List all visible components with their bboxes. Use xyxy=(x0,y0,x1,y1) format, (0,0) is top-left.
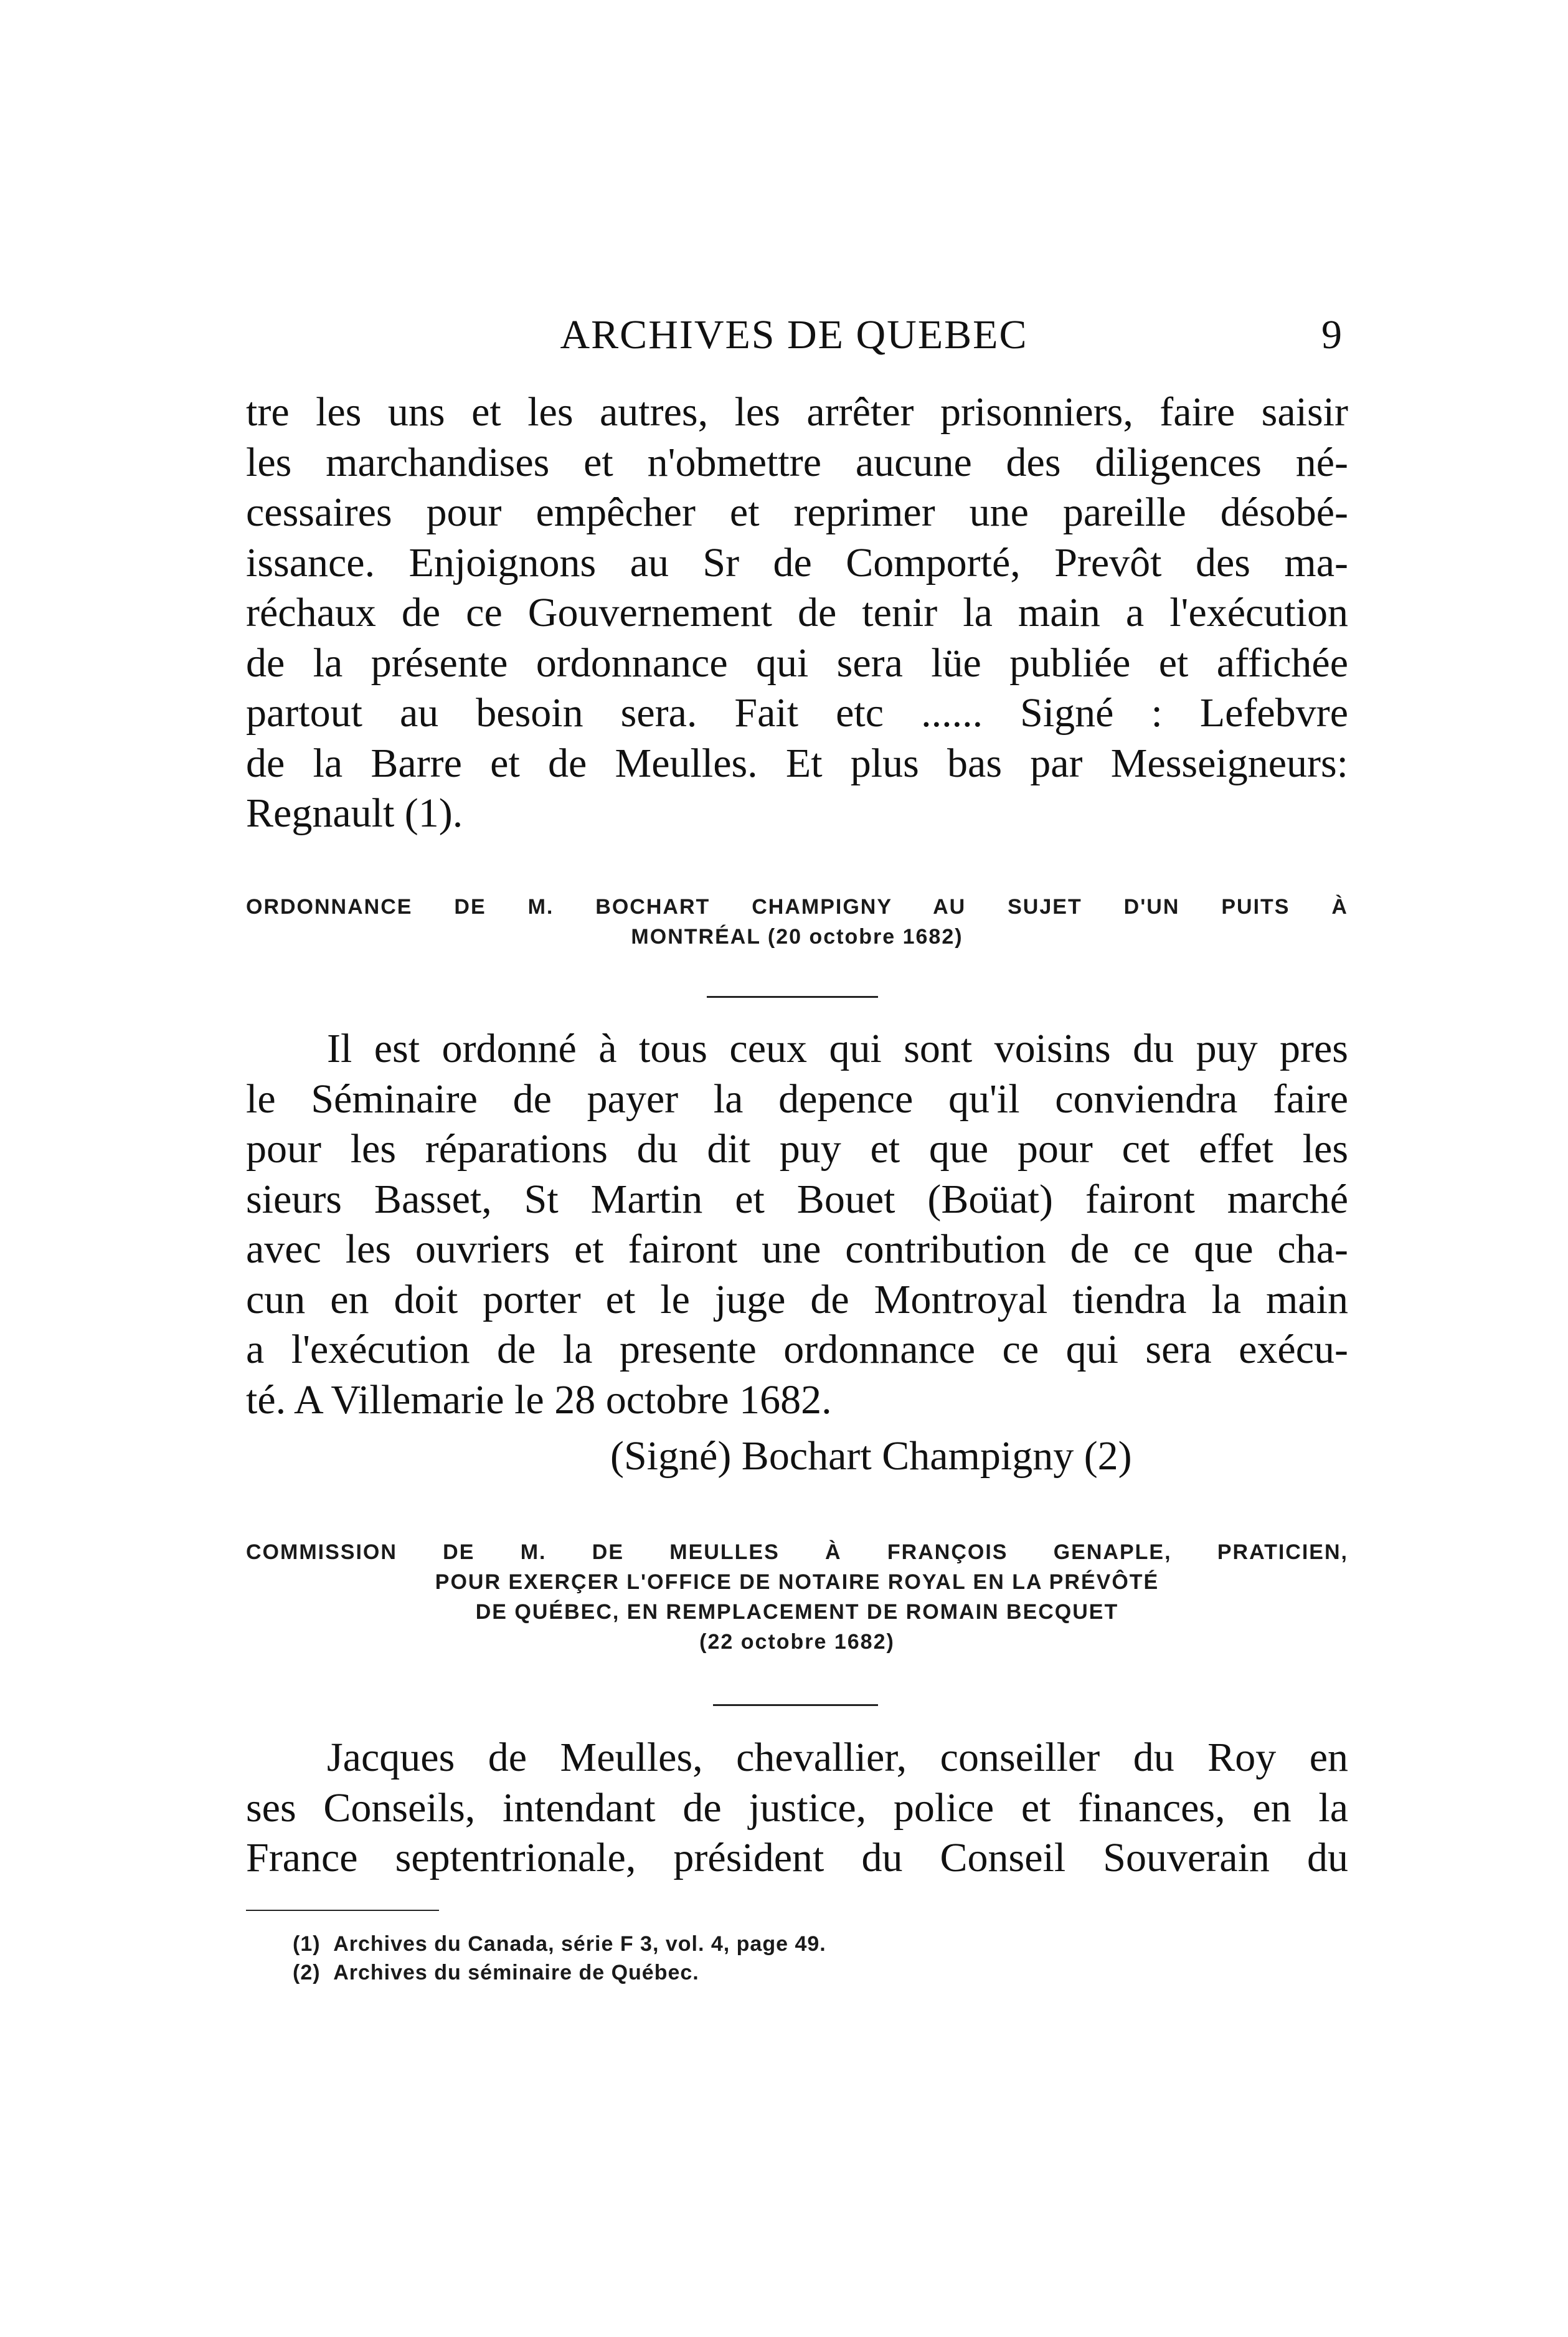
text-line: Regnault (1). xyxy=(246,790,463,836)
running-title: ARCHIVES DE QUEBEC xyxy=(560,312,1028,358)
text-line: té. A Villemarie le 28 octobre 1682. xyxy=(246,1377,832,1423)
text-line: ses Conseils, intendant de justice, police et finances, en la xyxy=(246,1785,1348,1831)
page-header xyxy=(246,311,1342,367)
footnote-text: Archives du séminaire de Québec. xyxy=(333,1961,699,1984)
commission-paragraph xyxy=(246,1733,1348,1884)
text-line: cun en doit porter et le juge de Montroyal tiendra la main xyxy=(246,1276,1348,1322)
signature-line: (Signé) Bochart Champigny (2) xyxy=(610,1433,1132,1479)
text-line: cessaires pour empêcher et reprimer une pareille désobé- xyxy=(246,490,1348,535)
text-line: les marchandises et n'obmettre aucune des diligences né- xyxy=(246,439,1348,485)
footnote-rule xyxy=(246,1910,439,1911)
intro-paragraph xyxy=(246,387,1348,839)
section-divider xyxy=(707,996,878,998)
text-line: réchaux de ce Gouvernement de tenir la main a l'exécution xyxy=(246,590,1348,635)
text-line: partout au besoin sera. Fait etc ...... Signé : Lefebvre xyxy=(246,690,1348,736)
footnote-text: Archives du Canada, série F 3, vol. 4, page 49. xyxy=(333,1932,826,1956)
text-line: de la Barre et de Meulles. Et plus bas par Messeigneurs: xyxy=(246,740,1348,786)
heading-line: ORDONNANCE DE M. BOCHART CHAMPIGNY AU SUJET D'UN PUITS À xyxy=(246,895,1348,919)
heading-line: COMMISSION DE M. DE MEULLES À FRANÇOIS GENAPLE, PRATICIEN, xyxy=(246,1540,1348,1564)
heading-line: (22 octobre 1682) xyxy=(699,1630,895,1654)
heading-line: MONTRÉAL (20 octobre 1682) xyxy=(631,925,963,949)
text-line: tre les uns et les autres, les arrêter prisonniers, faire saisir xyxy=(246,389,1348,435)
text-line: a l'exécution de la presente ordonnance ce qui sera exécu- xyxy=(246,1327,1348,1372)
text-line: issance. Enjoignons au Sr de Comporté, Prevôt des ma- xyxy=(246,539,1348,585)
text-line: avec les ouvriers et fairont une contribution de ce que cha- xyxy=(246,1226,1348,1272)
footnote-number: (1) xyxy=(293,1932,321,1956)
section-heading-commission xyxy=(246,1537,1348,1657)
section-heading-ordonnance xyxy=(246,892,1348,952)
text-line: Il est ordonné à tous ceux qui sont voisins du puy pres xyxy=(327,1026,1348,1071)
footnote-number: (2) xyxy=(293,1961,321,1984)
text-line: Jacques de Meulles, chevallier, conseiller du Roy en xyxy=(327,1735,1348,1780)
section-divider xyxy=(713,1704,878,1706)
text-line: sieurs Basset, St Martin et Bouet (Boüat) fairont marché xyxy=(246,1176,1348,1222)
text-line: pour les réparations du dit puy et que pour cet effet les xyxy=(246,1126,1348,1172)
text-line: le Séminaire de payer la depence qu'il conviendra faire xyxy=(246,1076,1348,1122)
ordonnance-paragraph xyxy=(246,1024,1348,1425)
text-line: de la présente ordonnance qui sera lüe publiée et affichée xyxy=(246,640,1348,686)
heading-line: DE QUÉBEC, EN REMPLACEMENT DE ROMAIN BECQUET xyxy=(475,1600,1119,1624)
footnotes xyxy=(293,1930,826,1987)
text-line: France septentrionale, président du Conseil Souverain du xyxy=(246,1835,1348,1880)
footnote xyxy=(293,1930,826,1958)
page-number: 9 xyxy=(1321,312,1342,358)
footnote xyxy=(293,1958,826,1987)
heading-line: POUR EXERÇER L'OFFICE DE NOTAIRE ROYAL EN LA PRÉVÔTÉ xyxy=(435,1570,1159,1594)
